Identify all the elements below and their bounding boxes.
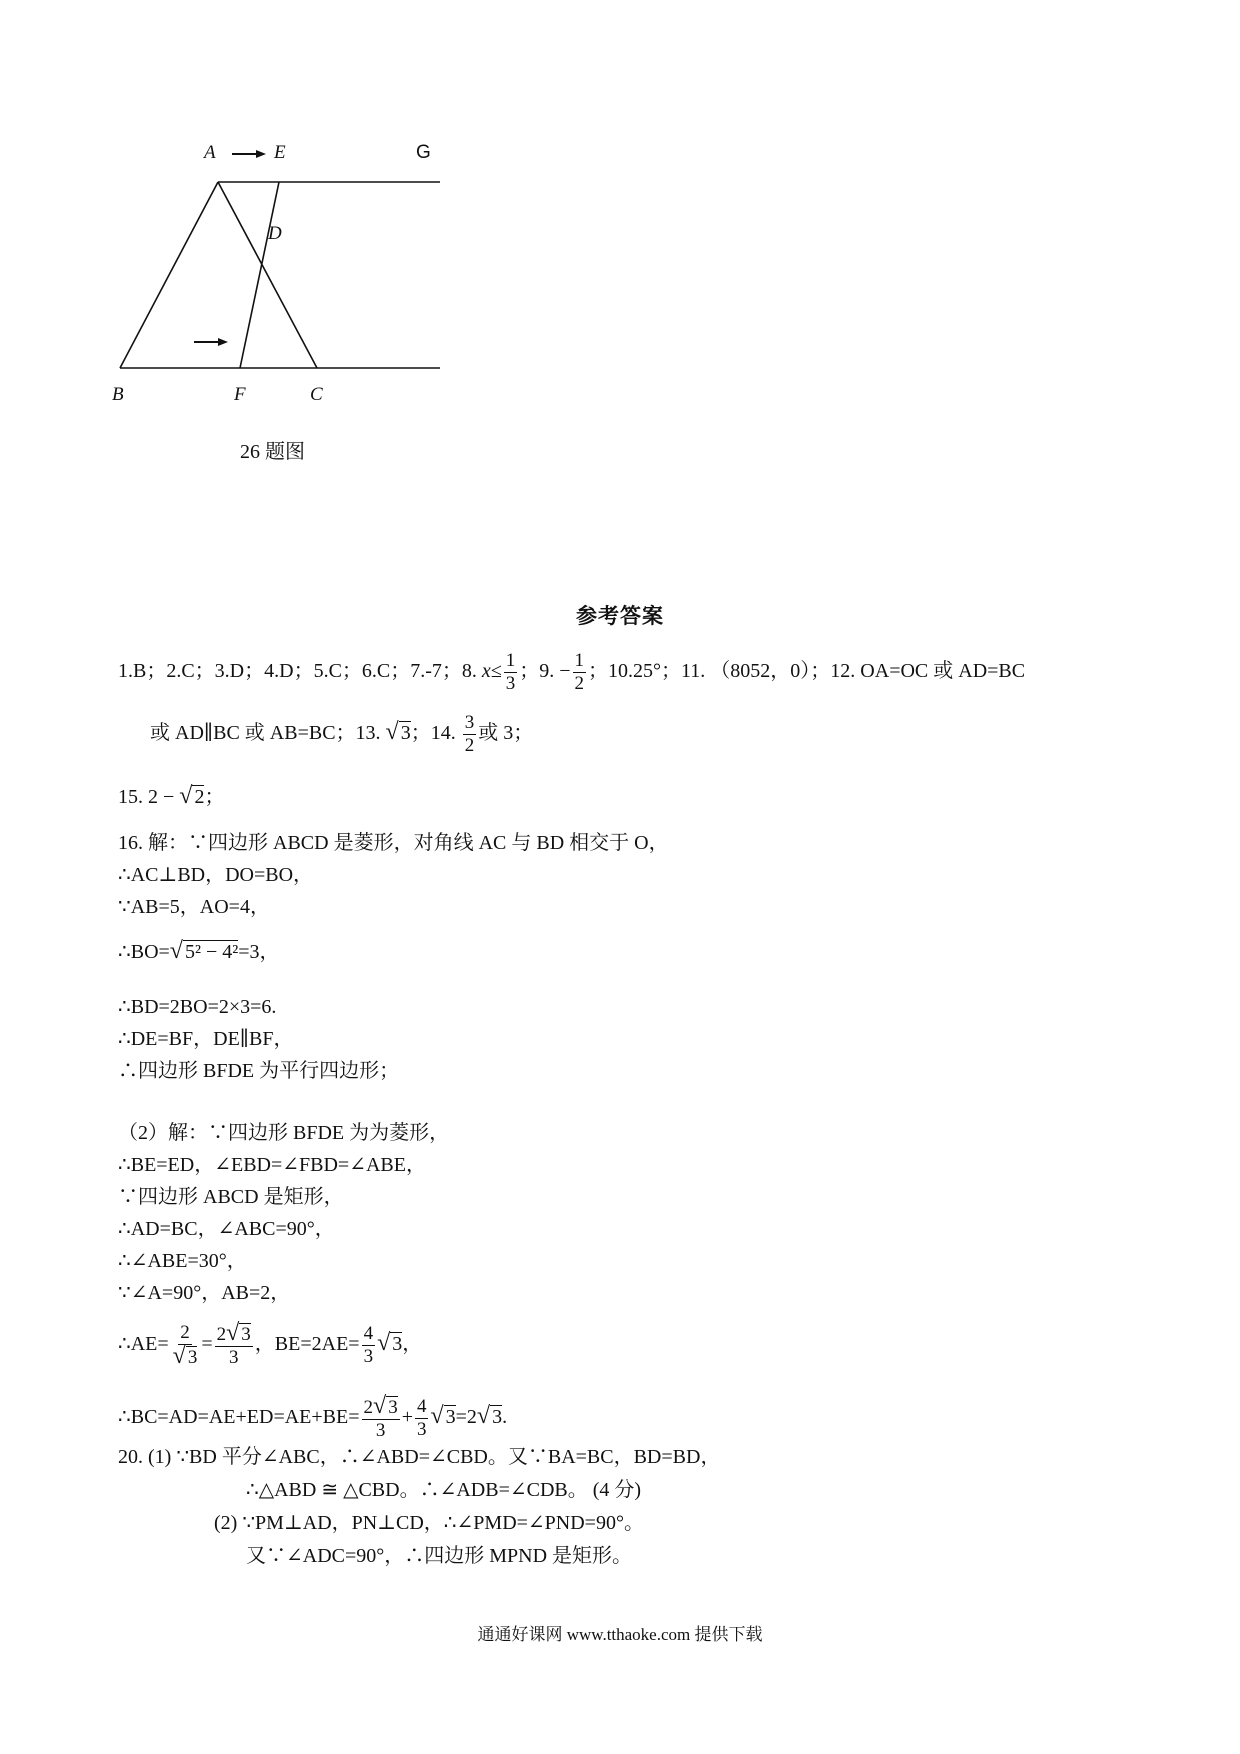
q13-radicand: 3 [400,722,411,745]
sol16-bo-line: ∴BO=√ 5² − 4²=3， [118,938,280,964]
sol2-line-4: ∴AD=BC，∠ABC=90°， [118,1218,335,1240]
q9-fraction: $\frac{1}{2}$ [574,650,585,694]
sqrt-icon: √ [385,719,399,746]
label-c: C [310,384,323,405]
sol16-line-6: ∴DE=BF，DE∥BF， [118,1028,294,1050]
ae-fraction-1: $\frac{2}{√ 3}$ [172,1322,198,1369]
sol2-line-6: ∵∠A=90°，AB=2， [118,1282,291,1304]
answer-line-2 [150,712,533,757]
sol16-line-5: ∴BD=2BO=2×3=6. [118,996,277,1018]
sol16-line-7: ∴四边形 BFDE 为平行四边形； [118,1060,400,1082]
answer-line-1 [118,650,1025,695]
label-f: F [234,384,246,405]
sqrt-icon: √ [476,1403,491,1430]
answers-1-8: 1.B；2.C；3.D；4.D；5.C；6.C；7.-7；8. [118,660,477,683]
sol16-line-3: ∵AB=5，AO=4， [118,896,270,918]
sol20-line-2: ∴△ABD ≅ △CBD。∴∠ADB=∠CDB。 (4 分) [246,1479,642,1501]
sqrt-icon: √ [226,1320,240,1346]
sol2-bc-line: ∴BC=AD=AE+ED=AE+BE= $\frac{2√ 3}{3}$ + $\frac{4}{3}$ √ 3=2√ 3. [118,1393,508,1441]
geometry-diagram [110,142,510,410]
sqrt-icon: √ [373,1393,387,1419]
q14-tail: 或 3； [478,722,534,745]
arrow-top-head [256,150,266,158]
arrow-bottom-head [218,338,228,346]
segment-ac [218,182,317,368]
sol16-line-1: 16. 解：∵四边形 ABCD 是菱形，对角线 AC 与 BD 相交于 O， [118,832,669,854]
sol2-line-5: ∴∠ABE=30°， [118,1250,247,1272]
figure-caption: 26 题图 [240,441,305,463]
bo-radicand: 5² − 4² [184,941,239,963]
bc-fraction-1: $\frac{2√ 3}{3}$ [363,1393,398,1441]
sqrt-icon: √ [430,1403,444,1430]
figure-26 [110,142,510,410]
q9-prefix: ；9. − [519,660,571,683]
sqrt-icon: √ [172,1343,186,1369]
sqrt-icon: √ [179,783,193,809]
q8-fraction: $\frac{1}{3}$ [505,650,516,694]
sol16-line-2: ∴AC⊥BD，DO=BO， [118,864,314,886]
sol2-line-1: （2）解：∵四边形 BFDE 为为菱形， [118,1122,450,1144]
sol2-line-3: ∵四边形 ABCD 是矩形， [118,1186,344,1208]
q14-fraction: $\frac{3}{2}$ [464,712,475,756]
answers-12-13: 或 AD∥BC 或 AB=BC；13. [150,722,381,745]
sol2-line-2: ∴BE=ED，∠EBD=∠FBD=∠ABE， [118,1154,426,1176]
sol20-line-1: 20. (1) ∵BD 平分∠ABC，∴∠ABD=∠CBD。又∵BA=BC，BD=BD， [118,1446,721,1468]
answers-10-12: ；10.25°；11. （8052，0）；12. OA=OC 或 AD=BC [588,660,1026,683]
q14-prefix: ；14. [410,722,456,745]
label-a: A [204,142,216,163]
ae-fraction-2: $\frac{2√ 3}{3}$ [216,1320,251,1368]
q15-radicand: 2 [194,786,205,808]
answers-title: 参考答案 [576,604,664,628]
be-fraction: $\frac{4}{3}$ [363,1323,374,1367]
q8-inequality: x≤ [481,660,502,683]
answer-line-15: 15. 2 − √ 2； [118,783,225,809]
sqrt-icon: √ [377,1330,391,1357]
segment-ef [240,182,279,368]
segment-ab [120,182,218,368]
sol20-line-3: (2) ∵PM⊥AD，PN⊥CD，∴∠PMD=∠PND=90°。 [214,1512,644,1534]
label-d: D [268,223,282,244]
label-g: G [416,142,431,163]
label-b: B [112,384,124,405]
label-e: E [274,142,286,163]
bc-fraction-2: $\frac{4}{3}$ [416,1396,427,1440]
sol2-ae-line: ∴AE= $\frac{2}{√ 3}$ = $\frac{2√ 3}{3}$ ，BE=2AE= $\frac{4}{3}$ √ 3， [118,1320,423,1369]
sqrt-icon: √ [169,938,183,964]
sol20-line-4: 又∵∠ADC=90°，∴四边形 MPND 是矩形。 [246,1545,633,1567]
footer-credit: 通通好课网 www.tthaoke.com 提供下载 [477,1625,763,1644]
